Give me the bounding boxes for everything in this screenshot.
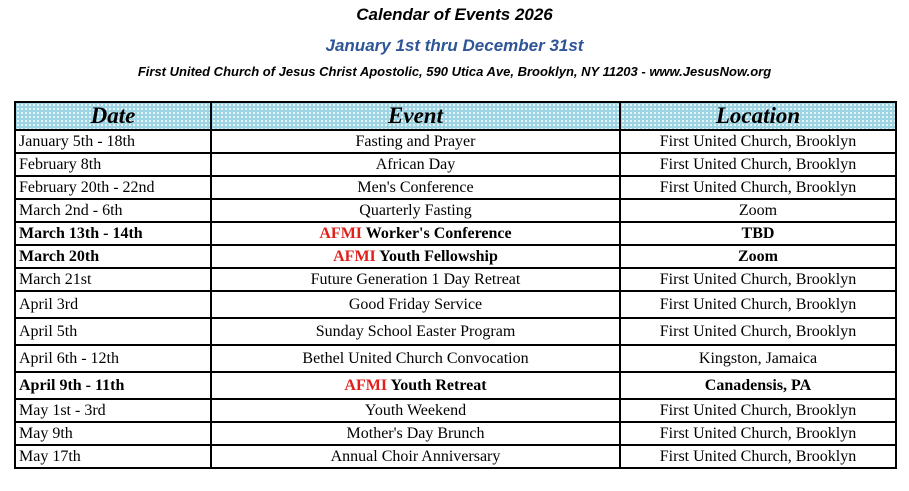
event-name: Youth Fellowship [375, 247, 498, 265]
table-row [15, 399, 896, 422]
event-date: February 8th [15, 153, 211, 176]
events-table [14, 101, 897, 469]
event-name-cell [211, 318, 620, 345]
table-row [15, 176, 896, 199]
event-date: February 20th - 22nd [15, 176, 211, 199]
event-name-cell [211, 422, 620, 445]
event-name-cell [211, 245, 620, 268]
table-row [15, 345, 896, 372]
event-name-cell [211, 199, 620, 222]
event-date: April 6th - 12th [15, 345, 211, 372]
event-location: First United Church, Brooklyn [620, 291, 896, 318]
event-location: First United Church, Brooklyn [620, 318, 896, 345]
table-row [15, 222, 896, 245]
event-date: April 5th [15, 318, 211, 345]
event-date: March 2nd - 6th [15, 199, 211, 222]
event-location: First United Church, Brooklyn [620, 445, 896, 468]
event-date: April 9th - 11th [15, 372, 211, 399]
event-name-cell [211, 268, 620, 291]
event-location: Kingston, Jamaica [620, 345, 896, 372]
event-date: March 20th [15, 245, 211, 268]
event-name: Bethel United Church Convocation [302, 349, 529, 367]
column-header-event: Event [211, 102, 620, 130]
event-name: Youth Weekend [364, 401, 467, 419]
event-name-cell [211, 222, 620, 245]
event-date: May 17th [15, 445, 211, 468]
afmi-prefix: AFMI [319, 224, 363, 242]
event-location: Canadensis, PA [620, 372, 896, 399]
table-row [15, 245, 896, 268]
event-location: Zoom [620, 245, 896, 268]
event-name-cell [211, 345, 620, 372]
event-name: Good Friday Service [348, 295, 483, 313]
table-row [15, 291, 896, 318]
event-location: First United Church, Brooklyn [620, 399, 896, 422]
event-date: March 21st [15, 268, 211, 291]
event-location: First United Church, Brooklyn [620, 268, 896, 291]
event-name: Youth Retreat [387, 376, 487, 394]
event-name-cell [211, 445, 620, 468]
event-name-cell [211, 291, 620, 318]
table-header-row [15, 102, 896, 130]
event-location: First United Church, Brooklyn [620, 130, 896, 153]
event-date: April 3rd [15, 291, 211, 318]
event-date: May 1st - 3rd [15, 399, 211, 422]
table-row [15, 199, 896, 222]
event-name: Mother's Day Brunch [346, 424, 485, 442]
event-name-cell [211, 130, 620, 153]
event-name: Quarterly Fasting [359, 201, 472, 219]
event-name-cell [211, 153, 620, 176]
table-row [15, 372, 896, 399]
event-name: Men's Conference [357, 178, 474, 196]
table-row [15, 445, 896, 468]
column-header-date: Date [15, 102, 211, 130]
event-name: Future Generation 1 Day Retreat [310, 270, 521, 288]
event-name: Sunday School Easter Program [315, 322, 516, 340]
event-location: Zoom [620, 199, 896, 222]
table-row [15, 153, 896, 176]
afmi-prefix: AFMI [344, 376, 388, 394]
event-date: January 5th - 18th [15, 130, 211, 153]
event-name-cell [211, 372, 620, 399]
document-title: Calendar of Events 2026 [356, 5, 553, 24]
event-location: First United Church, Brooklyn [620, 176, 896, 199]
table-row [15, 318, 896, 345]
table-row [15, 130, 896, 153]
event-name: Fasting and Prayer [355, 132, 476, 150]
event-name: Worker's Conference [362, 224, 512, 242]
event-date: May 9th [15, 422, 211, 445]
church-address: First United Church of Jesus Christ Apostolic, 590 Utica Ave, Brooklyn, NY 11203 - www.JesusNow.org [137, 64, 772, 79]
date-range-subtitle: January 1st thru December 31st [325, 36, 584, 55]
afmi-prefix: AFMI [333, 247, 376, 265]
event-name-cell [211, 176, 620, 199]
event-date: March 13th - 14th [15, 222, 211, 245]
table-row [15, 268, 896, 291]
event-location: First United Church, Brooklyn [620, 153, 896, 176]
event-location: First United Church, Brooklyn [620, 422, 896, 445]
column-header-location: Location [620, 102, 896, 130]
event-name: African Day [375, 155, 456, 173]
event-name: Annual Choir Anniversary [330, 447, 501, 465]
event-name-cell [211, 399, 620, 422]
table-row [15, 422, 896, 445]
event-location: TBD [620, 222, 896, 245]
